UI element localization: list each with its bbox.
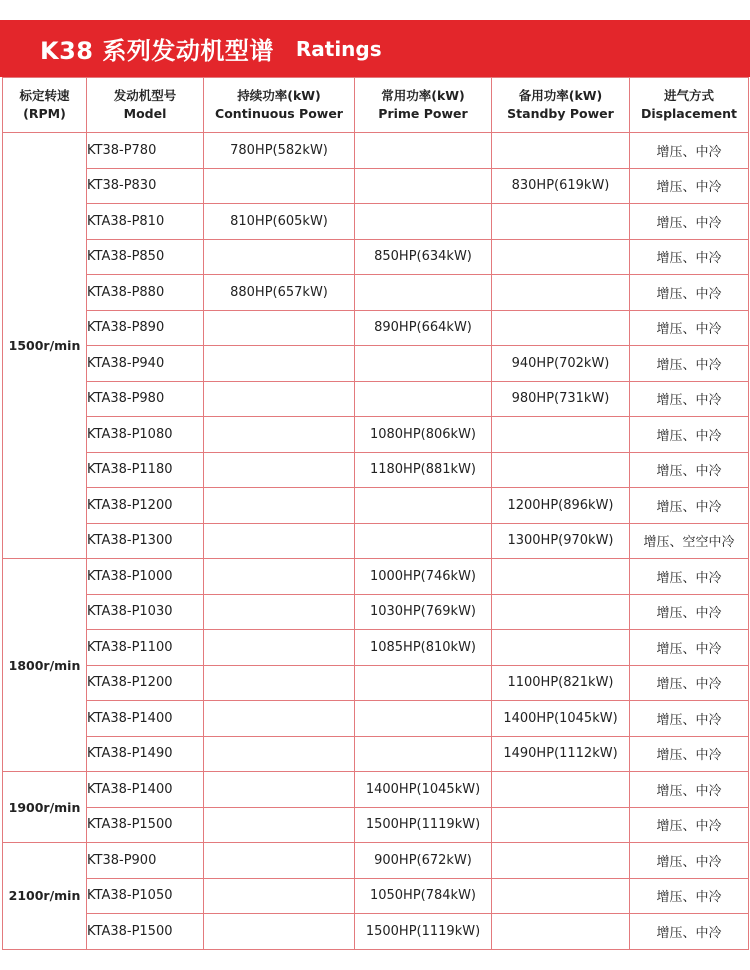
- model-cell: KTA38-P980: [87, 381, 204, 417]
- continuous-power-cell: [204, 417, 355, 453]
- prime-power-cell: 900HP(672kW): [355, 843, 492, 879]
- table-row: [3, 204, 749, 240]
- model-cell: KTA38-P1400: [87, 701, 204, 737]
- prime-power-cell: 1085HP(810kW): [355, 630, 492, 666]
- model-cell: KTA38-P1400: [87, 772, 204, 808]
- continuous-power-cell: [204, 594, 355, 630]
- model-cell: KTA38-P1200: [87, 665, 204, 701]
- displacement-cell: 增压、中冷: [630, 488, 749, 524]
- displacement-cell: 增压、中冷: [630, 630, 749, 666]
- standby-power-cell: 940HP(702kW): [492, 346, 630, 382]
- continuous-power-cell: [204, 772, 355, 808]
- displacement-cell: 增压、中冷: [630, 914, 749, 950]
- continuous-power-cell: [204, 736, 355, 772]
- continuous-power-cell: [204, 452, 355, 488]
- header-continuous: 持续功率(kW) Continuous Power: [204, 78, 355, 133]
- continuous-power-cell: [204, 381, 355, 417]
- standby-power-cell: [492, 807, 630, 843]
- table-row: [3, 701, 749, 737]
- model-cell: KTA38-P880: [87, 275, 204, 311]
- continuous-power-cell: [204, 168, 355, 204]
- title-cn: K38 系列发动机型谱: [40, 37, 274, 65]
- standby-power-cell: 980HP(731kW): [492, 381, 630, 417]
- table-row: [3, 878, 749, 914]
- displacement-cell: 增压、中冷: [630, 417, 749, 453]
- prime-power-cell: 1080HP(806kW): [355, 417, 492, 453]
- standby-power-cell: [492, 594, 630, 630]
- table-row: [3, 239, 749, 275]
- prime-power-cell: 1030HP(769kW): [355, 594, 492, 630]
- prime-power-cell: 1180HP(881kW): [355, 452, 492, 488]
- model-cell: KTA38-P1490: [87, 736, 204, 772]
- continuous-power-cell: 880HP(657kW): [204, 275, 355, 311]
- displacement-cell: 增压、中冷: [630, 133, 749, 169]
- table-row: [3, 275, 749, 311]
- table-row: [3, 346, 749, 382]
- displacement-cell: 增压、中冷: [630, 736, 749, 772]
- standby-power-cell: [492, 417, 630, 453]
- rpm-cell: 2100r/min: [3, 843, 87, 950]
- continuous-power-cell: [204, 665, 355, 701]
- model-cell: KT38-P900: [87, 843, 204, 879]
- header-standby: 备用功率(kW) Standby Power: [492, 78, 630, 133]
- standby-power-cell: [492, 239, 630, 275]
- continuous-power-cell: [204, 346, 355, 382]
- model-cell: KTA38-P1030: [87, 594, 204, 630]
- standby-power-cell: [492, 772, 630, 808]
- model-cell: KTA38-P1050: [87, 878, 204, 914]
- prime-power-cell: 1500HP(1119kW): [355, 914, 492, 950]
- standby-power-cell: [492, 452, 630, 488]
- standby-power-cell: 830HP(619kW): [492, 168, 630, 204]
- prime-power-cell: 1050HP(784kW): [355, 878, 492, 914]
- model-cell: KTA38-P1080: [87, 417, 204, 453]
- standby-power-cell: 1100HP(821kW): [492, 665, 630, 701]
- standby-power-cell: 1490HP(1112kW): [492, 736, 630, 772]
- rpm-cell: 1800r/min: [3, 559, 87, 772]
- standby-power-cell: 1300HP(970kW): [492, 523, 630, 559]
- prime-power-cell: 1500HP(1119kW): [355, 807, 492, 843]
- table-row: [3, 772, 749, 808]
- displacement-cell: 增压、中冷: [630, 452, 749, 488]
- title-en: Ratings: [295, 36, 382, 61]
- table-row: [3, 417, 749, 453]
- prime-power-cell: [355, 204, 492, 240]
- model-cell: KTA38-P1500: [87, 914, 204, 950]
- prime-power-cell: [355, 275, 492, 311]
- continuous-power-cell: [204, 630, 355, 666]
- continuous-power-cell: [204, 807, 355, 843]
- model-cell: KTA38-P1200: [87, 488, 204, 524]
- displacement-cell: 增压、中冷: [630, 843, 749, 879]
- standby-power-cell: [492, 133, 630, 169]
- model-cell: KTA38-P1100: [87, 630, 204, 666]
- continuous-power-cell: [204, 239, 355, 275]
- standby-power-cell: [492, 310, 630, 346]
- prime-power-cell: [355, 133, 492, 169]
- header-row: [3, 78, 749, 133]
- standby-power-cell: [492, 843, 630, 879]
- table-row: [3, 310, 749, 346]
- standby-power-cell: [492, 878, 630, 914]
- continuous-power-cell: [204, 878, 355, 914]
- table-row: [3, 807, 749, 843]
- prime-power-cell: [355, 523, 492, 559]
- table-row: [3, 168, 749, 204]
- model-cell: KTA38-P1180: [87, 452, 204, 488]
- standby-power-cell: [492, 559, 630, 595]
- table-row: [3, 914, 749, 950]
- standby-power-cell: [492, 204, 630, 240]
- prime-power-cell: 1000HP(746kW): [355, 559, 492, 595]
- table-row: [3, 630, 749, 666]
- model-cell: KT38-P830: [87, 168, 204, 204]
- header-rpm: 标定转速 (RPM): [3, 78, 87, 133]
- prime-power-cell: [355, 381, 492, 417]
- displacement-cell: 增压、中冷: [630, 204, 749, 240]
- prime-power-cell: [355, 488, 492, 524]
- displacement-cell: 增压、中冷: [630, 346, 749, 382]
- model-cell: KTA38-P940: [87, 346, 204, 382]
- prime-power-cell: [355, 168, 492, 204]
- header-displacement: 进气方式 Displacement: [630, 78, 749, 133]
- table-row: [3, 488, 749, 524]
- table-row: [3, 594, 749, 630]
- displacement-cell: 增压、中冷: [630, 381, 749, 417]
- continuous-power-cell: 810HP(605kW): [204, 204, 355, 240]
- displacement-cell: 增压、中冷: [630, 807, 749, 843]
- header-prime: 常用功率(kW) Prime Power: [355, 78, 492, 133]
- model-cell: KTA38-P1300: [87, 523, 204, 559]
- prime-power-cell: [355, 736, 492, 772]
- standby-power-cell: 1400HP(1045kW): [492, 701, 630, 737]
- displacement-cell: 增压、中冷: [630, 772, 749, 808]
- standby-power-cell: [492, 630, 630, 666]
- displacement-cell: 增压、中冷: [630, 665, 749, 701]
- continuous-power-cell: [204, 559, 355, 595]
- table-row: [3, 381, 749, 417]
- standby-power-cell: [492, 275, 630, 311]
- continuous-power-cell: [204, 523, 355, 559]
- model-cell: KTA38-P1000: [87, 559, 204, 595]
- model-cell: KT38-P780: [87, 133, 204, 169]
- prime-power-cell: [355, 346, 492, 382]
- continuous-power-cell: [204, 310, 355, 346]
- title-banner: [0, 20, 750, 77]
- table-row: [3, 559, 749, 595]
- displacement-cell: 增压、中冷: [630, 701, 749, 737]
- prime-power-cell: 890HP(664kW): [355, 310, 492, 346]
- model-cell: KTA38-P890: [87, 310, 204, 346]
- table-row: [3, 133, 749, 169]
- prime-power-cell: 850HP(634kW): [355, 239, 492, 275]
- continuous-power-cell: [204, 914, 355, 950]
- model-cell: KTA38-P850: [87, 239, 204, 275]
- model-cell: KTA38-P1500: [87, 807, 204, 843]
- header-model: 发动机型号 Model: [87, 78, 204, 133]
- displacement-cell: 增压、中冷: [630, 878, 749, 914]
- table-row: [3, 736, 749, 772]
- continuous-power-cell: [204, 701, 355, 737]
- displacement-cell: 增压、中冷: [630, 168, 749, 204]
- displacement-cell: 增压、中冷: [630, 310, 749, 346]
- prime-power-cell: [355, 701, 492, 737]
- displacement-cell: 增压、中冷: [630, 559, 749, 595]
- table-body: [3, 133, 749, 950]
- standby-power-cell: 1200HP(896kW): [492, 488, 630, 524]
- rpm-cell: 1900r/min: [3, 772, 87, 843]
- table-row: [3, 843, 749, 879]
- continuous-power-cell: 780HP(582kW): [204, 133, 355, 169]
- rpm-cell: 1500r/min: [3, 133, 87, 559]
- prime-power-cell: 1400HP(1045kW): [355, 772, 492, 808]
- prime-power-cell: [355, 665, 492, 701]
- table-row: [3, 665, 749, 701]
- displacement-cell: 增压、空空中冷: [630, 523, 749, 559]
- model-cell: KTA38-P810: [87, 204, 204, 240]
- continuous-power-cell: [204, 843, 355, 879]
- standby-power-cell: [492, 914, 630, 950]
- continuous-power-cell: [204, 488, 355, 524]
- displacement-cell: 增压、中冷: [630, 275, 749, 311]
- ratings-table: [2, 77, 749, 950]
- displacement-cell: 增压、中冷: [630, 594, 749, 630]
- table-row: [3, 523, 749, 559]
- displacement-cell: 增压、中冷: [630, 239, 749, 275]
- table-row: [3, 452, 749, 488]
